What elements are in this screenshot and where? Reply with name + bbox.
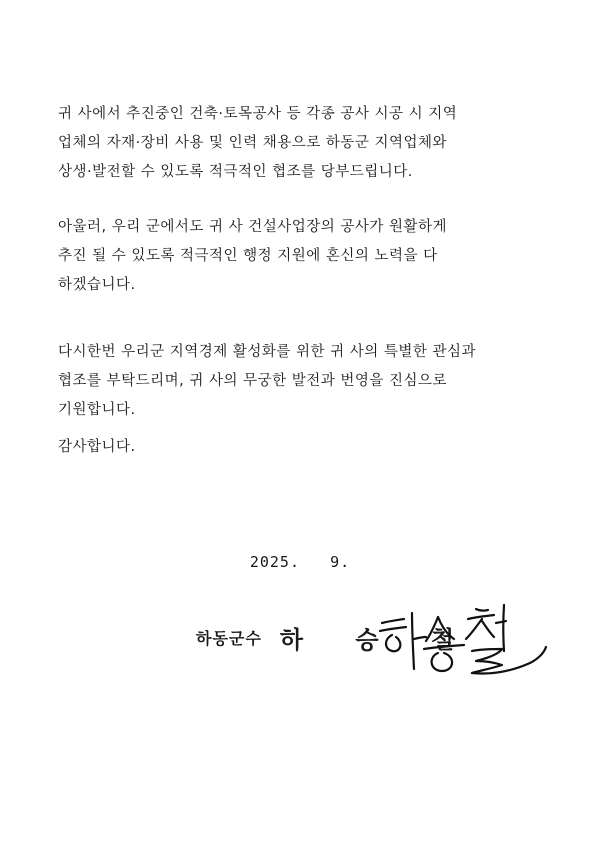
body-paragraph-2 bbox=[58, 213, 558, 300]
closing-text: 감사합니다. bbox=[58, 439, 136, 455]
paragraph-2-line-3: 하겠습니다. bbox=[58, 277, 136, 293]
paragraph-1-line-3: 상생·발전할 수 있도록 적극적인 협조를 당부드립니다. bbox=[58, 164, 413, 180]
paragraph-1-line-2: 업체의 자재·장비 사용 및 인력 채용으로 하동군 지역업체와 bbox=[58, 135, 448, 151]
handwritten-signature bbox=[372, 595, 552, 685]
signer-name: 하 승 철 bbox=[279, 626, 477, 654]
paragraph-2-line-2: 추진 될 수 있도록 적극적인 행정 지원에 혼신의 노력을 다 bbox=[58, 248, 438, 264]
closing-remark bbox=[58, 433, 558, 462]
paragraph-3-line-3: 기원합니다. bbox=[58, 402, 136, 418]
body-paragraph-1 bbox=[58, 100, 558, 187]
paragraph-1-line-1: 귀 사에서 추진중인 건축·토목공사 등 각종 공사 시공 시 지역 bbox=[58, 106, 458, 122]
paragraph-2-line-1: 아울러, 우리 군에서도 귀 사 건설사업장의 공사가 원활하게 bbox=[58, 219, 448, 235]
document-date: 2025. 9. bbox=[249, 553, 351, 571]
paragraph-3-line-2: 협조를 부탁드리며, 귀 사의 무궁한 발전과 번영을 진심으로 bbox=[58, 373, 448, 389]
body-paragraph-3 bbox=[58, 338, 558, 425]
paragraph-3-line-1: 다시한번 우리군 지역경제 활성화를 위한 귀 사의 특별한 관심과 bbox=[58, 344, 477, 360]
signer-title: 하동군수 bbox=[196, 629, 262, 648]
